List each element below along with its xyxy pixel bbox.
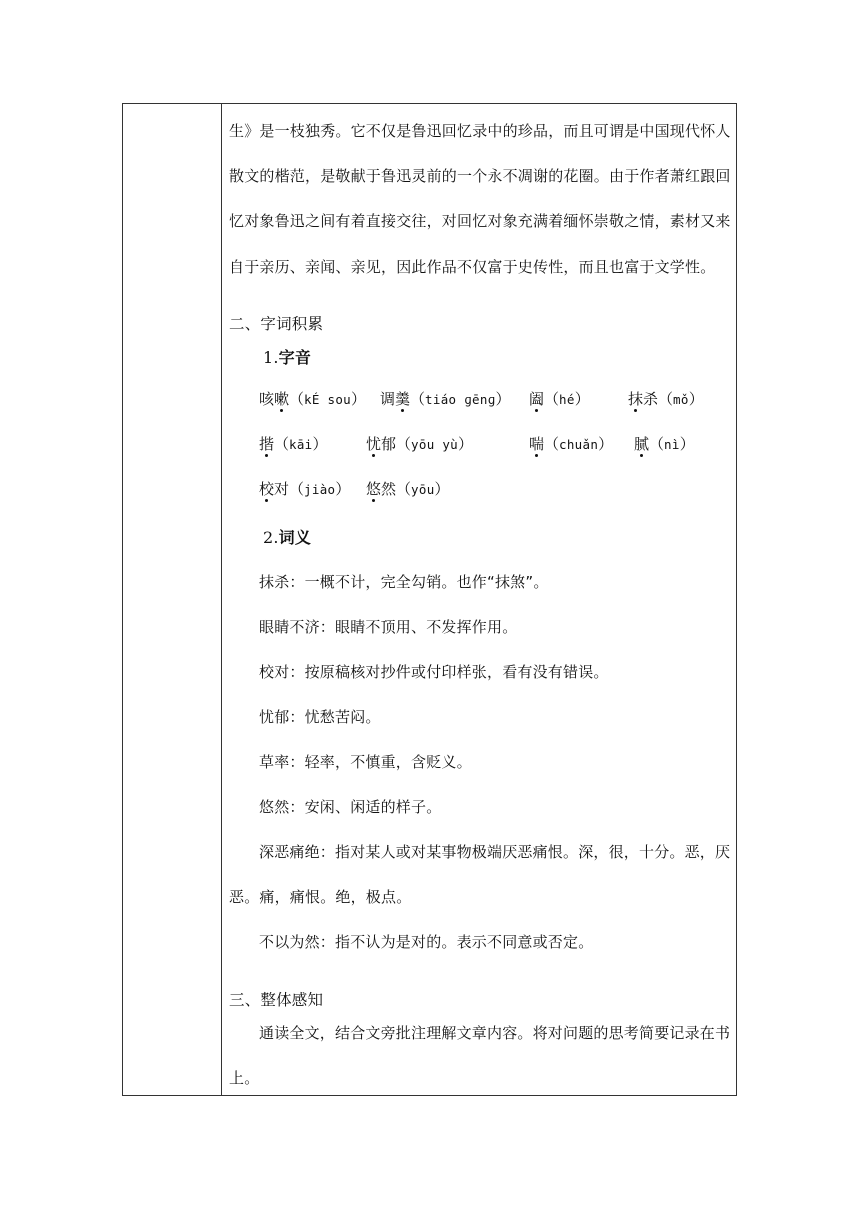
intro-line-1: 生》是一枝独秀。它不仅是鲁迅回忆录中的珍品，而且可谓是中国现代怀人 <box>229 122 731 140</box>
pronunciation-item: 校对（jiào） <box>259 480 351 498</box>
definition-line: 校对：按原稿核对抄件或付印样张，看有没有错误。 <box>259 663 609 681</box>
subheading-pronunciation <box>263 345 311 368</box>
intro-line-3: 忆对象鲁迅之间有着直接交往，对回忆对象充满着缅怀崇敬之情，素材又来 <box>229 212 731 230</box>
subheading-number: 2. <box>263 528 279 547</box>
lesson-table <box>122 103 737 1096</box>
pronunciation-item: 咳嗽（kÉ sou） <box>259 390 367 408</box>
definition-line: 眼睛不济：眼睛不顶用、不发挥作用。 <box>259 618 518 636</box>
pronunciation-item: 阖（hé） <box>529 390 590 408</box>
section3-line-1: 通读全文，结合文旁批注理解文章内容。将对问题的思考简要记录在书 <box>259 1024 731 1042</box>
definition-line: 抹杀：一概不计，完全勾销。也作“抹煞”。 <box>259 573 549 591</box>
subheading-meaning <box>263 525 311 548</box>
definition-line: 草率：轻率，不慎重，含贬义。 <box>259 753 472 771</box>
intro-line-2: 散文的楷范，是敬献于鲁迅灵前的一个永不凋谢的花圈。由于作者萧红跟回 <box>229 167 731 185</box>
subheading-title: 词义 <box>278 528 312 547</box>
subheading-number: 1. <box>263 348 279 367</box>
section3-heading: 三、整体感知 <box>229 991 324 1009</box>
pronunciation-item: 悠然（yōu） <box>366 480 450 498</box>
section2-heading: 二、字词积累 <box>229 315 324 333</box>
definition-line: 深恶痛绝：指对某人或对某事物极端厌恶痛恨。深，很，十分。恶，厌 <box>259 843 731 861</box>
definition-line: 忧郁：忧愁苦闷。 <box>259 708 381 726</box>
pronunciation-item: 忧郁（yōu yù） <box>366 435 474 453</box>
definition-line: 悠然：安闲、闲适的样子。 <box>259 798 442 816</box>
pronunciation-item: 腻（nì） <box>634 435 695 453</box>
pronunciation-item: 抹杀（mǒ） <box>628 390 704 408</box>
pronunciation-item: 揩（kāi） <box>259 435 328 453</box>
section3-line-2: 上。 <box>229 1069 260 1087</box>
pronunciation-item: 调羹（tiáo ɡēnɡ） <box>380 390 511 408</box>
definition-line-continued: 恶。痛，痛恨。绝，极点。 <box>229 888 412 906</box>
intro-line-4: 自于亲历、亲闻、亲见，因此作品不仅富于史传性，而且也富于文学性。 <box>229 258 716 276</box>
pronunciation-item: 喘（chuǎn） <box>529 435 614 453</box>
column-divider <box>221 104 222 1095</box>
subheading-title: 字音 <box>278 348 312 367</box>
definition-line: 不以为然：指不认为是对的。表示不同意或否定。 <box>259 933 594 951</box>
